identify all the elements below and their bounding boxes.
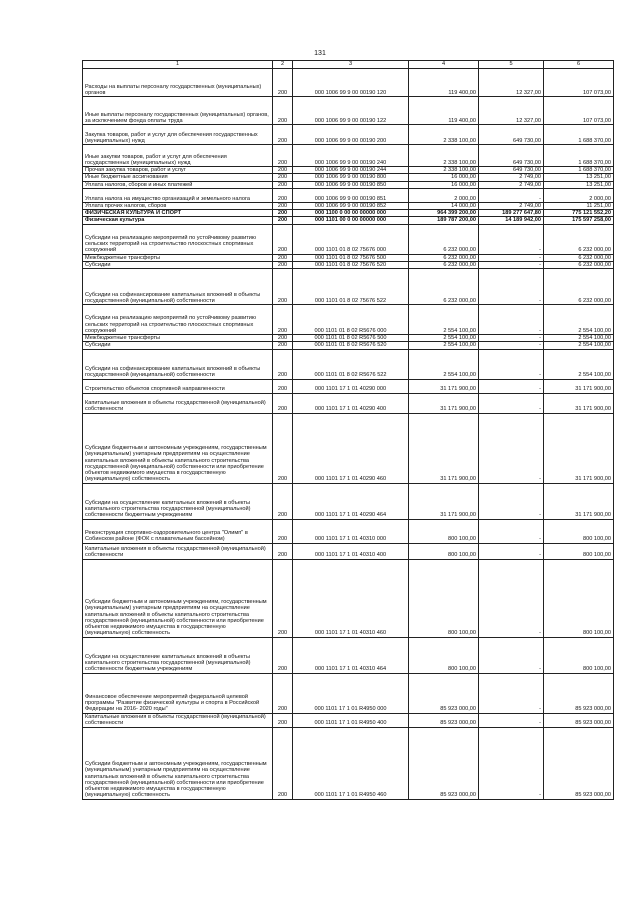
row-approved-cell: 16 000,00 (409, 181, 479, 188)
row-approved-cell: 119 400,00 (409, 69, 479, 97)
row-remaining-cell: 31 171 900,00 (544, 483, 614, 519)
row-code-cell: 000 1101 17 1 01 40310 400 (293, 543, 409, 559)
row-executed-cell: - (479, 349, 544, 379)
table-row (83, 713, 614, 727)
row-grbs-cell: 200 (273, 519, 293, 543)
row-remaining-cell: 1 688 370,00 (544, 167, 614, 174)
row-executed-cell: 2 749,00 (479, 174, 544, 181)
budget-table (82, 60, 614, 800)
row-executed-cell: 649 730,00 (479, 167, 544, 174)
row-executed-cell: - (479, 727, 544, 799)
row-name-cell: Иные закупки товаров, работ и услуг для обеспечения государственных (муниципальных) нужд (83, 145, 273, 167)
row-grbs-cell: 200 (273, 224, 293, 254)
row-remaining-cell: 85 923 000,00 (544, 713, 614, 727)
row-remaining-cell: 800 100,00 (544, 559, 614, 637)
table-row (83, 413, 614, 483)
row-executed-cell: - (479, 254, 544, 261)
row-name-cell: Реконструкция спортивно-оздоровительного центра "Олимп" в Собинском районе (ФОК с плавательным бассейном) (83, 519, 273, 543)
row-code-cell: 000 1101 00 0 00 00000 000 (293, 217, 409, 224)
row-grbs-cell: 200 (273, 413, 293, 483)
row-name-cell: Субсидии на софинансирование капитальных вложений в объекты государственной (муниципальной) собственности (83, 269, 273, 305)
row-name-cell: Капитальные вложения в объекты государственной (муниципальной) собственности (83, 713, 273, 727)
row-name-cell: Прочая закупка товаров, работ и услуг (83, 167, 273, 174)
row-remaining-cell: 6 232 000,00 (544, 261, 614, 268)
row-name-cell: Субсидии бюджетным и автономным учреждениям, государственным (муниципальным) унитарным предприятиям на осуществление капитальных вложений в объекты капитального строительства государственной (муниципальной) собственности или приобретение объектов недвижимого имущества в государственную (муниципальную) собственность (83, 727, 273, 799)
row-executed-cell: - (479, 261, 544, 268)
row-executed-cell: 189 277 647,80 (479, 210, 544, 217)
row-grbs-cell: 200 (273, 673, 293, 713)
row-name-cell: Строительство объектов спортивной направленности (83, 379, 273, 393)
table-row (83, 202, 614, 209)
row-approved-cell: 85 923 000,00 (409, 727, 479, 799)
row-name-cell: Субсидии на софинансирование капитальных вложений в объекты государственной (муниципальной) собственности (83, 349, 273, 379)
row-remaining-cell: 775 121 552,20 (544, 210, 614, 217)
row-name-cell: Уплата налога на имущество организаций и земельного налога (83, 188, 273, 202)
row-remaining-cell: 6 232 000,00 (544, 269, 614, 305)
row-name-cell: Субсидии бюджетным и автономным учреждениям, государственным (муниципальным) унитарным предприятиям на осуществление капитальных вложений в объекты капитального строительства государственной (муниципальной) собственности или приобретение объектов недвижимого имущества в государственную (муниципальную) собственность (83, 559, 273, 637)
row-grbs-cell: 200 (273, 713, 293, 727)
row-approved-cell: 189 787 200,00 (409, 217, 479, 224)
header-cell-1: 1 (83, 61, 273, 69)
row-approved-cell: 31 171 900,00 (409, 393, 479, 413)
row-code-cell: 000 1101 17 1 01 40290 464 (293, 483, 409, 519)
row-executed-cell: 14 189 942,00 (479, 217, 544, 224)
table-row (83, 217, 614, 224)
row-code-cell: 000 1006 99 9 00 00190 800 (293, 174, 409, 181)
table-row (83, 224, 614, 254)
row-approved-cell: 2 554 100,00 (409, 342, 479, 349)
row-grbs-cell: 200 (273, 210, 293, 217)
table-row (83, 269, 614, 305)
row-code-cell: 000 1101 01 8 02 75676 500 (293, 254, 409, 261)
row-code-cell: 000 1101 01 8 02 75676 000 (293, 224, 409, 254)
table-row (83, 637, 614, 673)
row-approved-cell: 31 171 900,00 (409, 483, 479, 519)
table-header-row (83, 61, 614, 69)
row-grbs-cell: 200 (273, 637, 293, 673)
row-remaining-cell: 800 100,00 (544, 543, 614, 559)
table-row (83, 342, 614, 349)
row-executed-cell: 2 749,00 (479, 181, 544, 188)
row-executed-cell: - (479, 269, 544, 305)
row-code-cell: 000 1006 99 9 00 00190 244 (293, 167, 409, 174)
row-name-cell: Межбюджетные трансферты (83, 335, 273, 342)
row-approved-cell: 800 100,00 (409, 559, 479, 637)
row-executed-cell: - (479, 519, 544, 543)
row-approved-cell: 800 100,00 (409, 519, 479, 543)
row-approved-cell: 6 232 000,00 (409, 269, 479, 305)
row-grbs-cell: 200 (273, 145, 293, 167)
row-grbs-cell: 200 (273, 269, 293, 305)
row-executed-cell: 12 327,00 (479, 69, 544, 97)
row-approved-cell: 2 554 100,00 (409, 335, 479, 342)
row-approved-cell: 964 399 200,00 (409, 210, 479, 217)
row-remaining-cell: 2 000,00 (544, 188, 614, 202)
row-approved-cell: 16 000,00 (409, 174, 479, 181)
table-row (83, 727, 614, 799)
header-cell-6: 6 (544, 61, 614, 69)
row-approved-cell: 800 100,00 (409, 543, 479, 559)
row-remaining-cell: 107 073,00 (544, 69, 614, 97)
table-row (83, 335, 614, 342)
row-executed-cell: - (479, 224, 544, 254)
row-approved-cell: 800 100,00 (409, 637, 479, 673)
row-code-cell: 000 1006 99 9 00 00190 120 (293, 69, 409, 97)
table-row (83, 181, 614, 188)
row-name-cell: Уплата прочих налогов, сборов (83, 202, 273, 209)
row-approved-cell: 6 232 000,00 (409, 261, 479, 268)
table-row (83, 673, 614, 713)
row-remaining-cell: 800 100,00 (544, 637, 614, 673)
row-code-cell: 000 1101 17 1 01 40290 000 (293, 379, 409, 393)
row-executed-cell: 2 749,00 (479, 202, 544, 209)
row-executed-cell: - (479, 413, 544, 483)
row-code-cell: 000 1100 0 00 00 00000 000 (293, 210, 409, 217)
table-row (83, 379, 614, 393)
row-remaining-cell: 2 554 100,00 (544, 335, 614, 342)
row-code-cell: 000 1006 99 9 00 00190 850 (293, 181, 409, 188)
row-approved-cell: 2 554 100,00 (409, 305, 479, 335)
row-approved-cell: 6 232 000,00 (409, 254, 479, 261)
row-code-cell: 000 1101 01 8 02 R5676 522 (293, 349, 409, 379)
row-name-cell: Физическая культура (83, 217, 273, 224)
row-code-cell: 000 1101 17 1 01 40310 460 (293, 559, 409, 637)
row-name-cell: Субсидии на реализацию мероприятий по устойчивому развитию сельских территорий на строительство плоскостных спортивных сооружений (83, 224, 273, 254)
row-grbs-cell: 200 (273, 188, 293, 202)
row-code-cell: 000 1101 17 1 01 40290 400 (293, 393, 409, 413)
row-executed-cell: - (479, 543, 544, 559)
table-row (83, 393, 614, 413)
table-row (83, 543, 614, 559)
row-approved-cell: 85 923 000,00 (409, 713, 479, 727)
table-row (83, 167, 614, 174)
row-remaining-cell: 6 232 000,00 (544, 224, 614, 254)
row-grbs-cell: 200 (273, 349, 293, 379)
row-remaining-cell: 800 100,00 (544, 519, 614, 543)
table-row (83, 188, 614, 202)
row-approved-cell: 2 000,00 (409, 188, 479, 202)
row-grbs-cell: 200 (273, 261, 293, 268)
row-executed-cell: - (479, 379, 544, 393)
header-cell-3: 3 (293, 61, 409, 69)
row-name-cell: Субсидии на осуществление капитальных вложений в объекты капитального строительства государственной (муниципальной) собственности бюджетным учреждениям (83, 637, 273, 673)
row-executed-cell: - (479, 305, 544, 335)
table-row (83, 349, 614, 379)
row-remaining-cell: 31 171 900,00 (544, 393, 614, 413)
table-row (83, 261, 614, 268)
row-remaining-cell: 13 251,00 (544, 174, 614, 181)
row-name-cell: Закупка товаров, работ и услуг для обеспечения государственных (муниципальных) нужд (83, 125, 273, 145)
row-approved-cell: 85 923 000,00 (409, 673, 479, 713)
row-remaining-cell: 85 923 000,00 (544, 673, 614, 713)
table-row (83, 559, 614, 637)
row-name-cell: Субсидии бюджетным и автономным учреждениям, государственным (муниципальным) унитарным предприятиям на осуществление капитальных вложений в объекты капитального строительства государственной (муниципальной) собственности или приобретение объектов недвижимого имущества в государственную (муниципальную) собственность (83, 413, 273, 483)
row-executed-cell: - (479, 713, 544, 727)
row-code-cell: 000 1101 01 8 02 R5676 500 (293, 335, 409, 342)
row-name-cell: ФИЗИЧЕСКАЯ КУЛЬТУРА И СПОРТ (83, 210, 273, 217)
row-executed-cell: - (479, 673, 544, 713)
row-approved-cell: 2 338 100,00 (409, 167, 479, 174)
row-executed-cell: 649 730,00 (479, 145, 544, 167)
row-remaining-cell: 6 232 000,00 (544, 254, 614, 261)
row-grbs-cell: 200 (273, 543, 293, 559)
row-executed-cell: 12 327,00 (479, 97, 544, 125)
row-remaining-cell: 1 688 370,00 (544, 125, 614, 145)
row-name-cell: Капитальные вложения в объекты государственной (муниципальной) собственности (83, 393, 273, 413)
row-code-cell: 000 1101 01 8 02 75676 520 (293, 261, 409, 268)
row-grbs-cell: 200 (273, 254, 293, 261)
row-grbs-cell: 200 (273, 305, 293, 335)
row-approved-cell: 2 338 100,00 (409, 145, 479, 167)
row-code-cell: 000 1101 17 1 01 R4950 400 (293, 713, 409, 727)
row-approved-cell: 31 171 900,00 (409, 379, 479, 393)
row-approved-cell: 31 171 900,00 (409, 413, 479, 483)
row-remaining-cell: 2 554 100,00 (544, 342, 614, 349)
row-name-cell: Субсидии (83, 261, 273, 268)
row-remaining-cell: 175 597 258,00 (544, 217, 614, 224)
table-row (83, 305, 614, 335)
row-executed-cell: - (479, 637, 544, 673)
row-remaining-cell: 2 554 100,00 (544, 305, 614, 335)
row-grbs-cell: 200 (273, 559, 293, 637)
row-grbs-cell: 200 (273, 217, 293, 224)
row-grbs-cell: 200 (273, 342, 293, 349)
row-grbs-cell: 200 (273, 335, 293, 342)
row-name-cell: Капитальные вложения в объекты государственной (муниципальной) собственности (83, 543, 273, 559)
row-executed-cell: - (479, 188, 544, 202)
table-row (83, 97, 614, 125)
row-approved-cell: 119 400,00 (409, 97, 479, 125)
row-grbs-cell: 200 (273, 181, 293, 188)
row-name-cell: Финансовое обеспечение мероприятий федеральной целевой программы "Развитие физической культуры и спорта в Российской Федерации на 2016- 2020 годы" (83, 673, 273, 713)
row-approved-cell: 2 338 100,00 (409, 125, 479, 145)
row-grbs-cell: 200 (273, 125, 293, 145)
row-code-cell: 000 1006 99 9 00 00190 240 (293, 145, 409, 167)
header-cell-5: 5 (479, 61, 544, 69)
header-cell-2: 2 (273, 61, 293, 69)
row-remaining-cell: 13 251,00 (544, 181, 614, 188)
row-executed-cell: - (479, 335, 544, 342)
row-executed-cell: - (479, 342, 544, 349)
row-code-cell: 000 1006 99 9 00 00190 122 (293, 97, 409, 125)
row-grbs-cell: 200 (273, 167, 293, 174)
table-row (83, 483, 614, 519)
table-row (83, 69, 614, 97)
header-cell-4: 4 (409, 61, 479, 69)
row-executed-cell: 649 730,00 (479, 125, 544, 145)
row-executed-cell: - (479, 393, 544, 413)
row-code-cell: 000 1101 01 8 02 75676 522 (293, 269, 409, 305)
row-code-cell: 000 1101 01 8 02 R5676 520 (293, 342, 409, 349)
row-grbs-cell: 200 (273, 69, 293, 97)
row-grbs-cell: 200 (273, 393, 293, 413)
table-row (83, 145, 614, 167)
row-executed-cell: - (479, 483, 544, 519)
row-code-cell: 000 1101 17 1 01 40310 464 (293, 637, 409, 673)
table-row (83, 174, 614, 181)
row-approved-cell: 6 232 000,00 (409, 224, 479, 254)
row-name-cell: Иные выплаты персоналу государственных (муниципальных) органов, за исключением фонда оплаты труда (83, 97, 273, 125)
table-row (83, 210, 614, 217)
row-remaining-cell: 1 688 370,00 (544, 145, 614, 167)
row-name-cell: Межбюджетные трансферты (83, 254, 273, 261)
row-approved-cell: 2 554 100,00 (409, 349, 479, 379)
row-grbs-cell: 200 (273, 202, 293, 209)
row-code-cell: 000 1006 99 9 00 00190 852 (293, 202, 409, 209)
row-code-cell: 000 1101 01 8 02 R5676 000 (293, 305, 409, 335)
row-remaining-cell: 2 554 100,00 (544, 349, 614, 379)
row-code-cell: 000 1101 17 1 01 40290 460 (293, 413, 409, 483)
row-grbs-cell: 200 (273, 483, 293, 519)
row-remaining-cell: 107 073,00 (544, 97, 614, 125)
row-code-cell: 000 1101 17 1 01 40310 000 (293, 519, 409, 543)
row-grbs-cell: 200 (273, 174, 293, 181)
row-grbs-cell: 200 (273, 379, 293, 393)
table-row (83, 519, 614, 543)
row-code-cell: 000 1101 17 1 01 R4950 000 (293, 673, 409, 713)
table-row (83, 254, 614, 261)
row-executed-cell: - (479, 559, 544, 637)
row-code-cell: 000 1006 99 9 00 00190 200 (293, 125, 409, 145)
row-remaining-cell: 31 171 900,00 (544, 379, 614, 393)
row-grbs-cell: 200 (273, 727, 293, 799)
row-approved-cell: 14 000,00 (409, 202, 479, 209)
row-remaining-cell: 85 923 000,00 (544, 727, 614, 799)
row-name-cell: Иные бюджетные ассигнования (83, 174, 273, 181)
row-code-cell: 000 1006 99 9 00 00190 851 (293, 188, 409, 202)
row-code-cell: 000 1101 17 1 01 R4950 460 (293, 727, 409, 799)
row-remaining-cell: 11 251,00 (544, 202, 614, 209)
row-name-cell: Субсидии на реализацию мероприятий по устойчивому развитию сельских территорий на строительство плоскостных спортивных сооружений (83, 305, 273, 335)
table-row (83, 125, 614, 145)
row-remaining-cell: 31 171 900,00 (544, 413, 614, 483)
row-name-cell: Субсидии на осуществление капитальных вложений в объекты капитального строительства государственной (муниципальной) собственности бюджетным учреждениям (83, 483, 273, 519)
row-grbs-cell: 200 (273, 97, 293, 125)
page-number: 131 (314, 50, 326, 57)
row-name-cell: Расходы на выплаты персоналу государственных (муниципальных) органов (83, 69, 273, 97)
row-name-cell: Субсидии (83, 342, 273, 349)
row-name-cell: Уплата налогов, сборов и иных платежей (83, 181, 273, 188)
